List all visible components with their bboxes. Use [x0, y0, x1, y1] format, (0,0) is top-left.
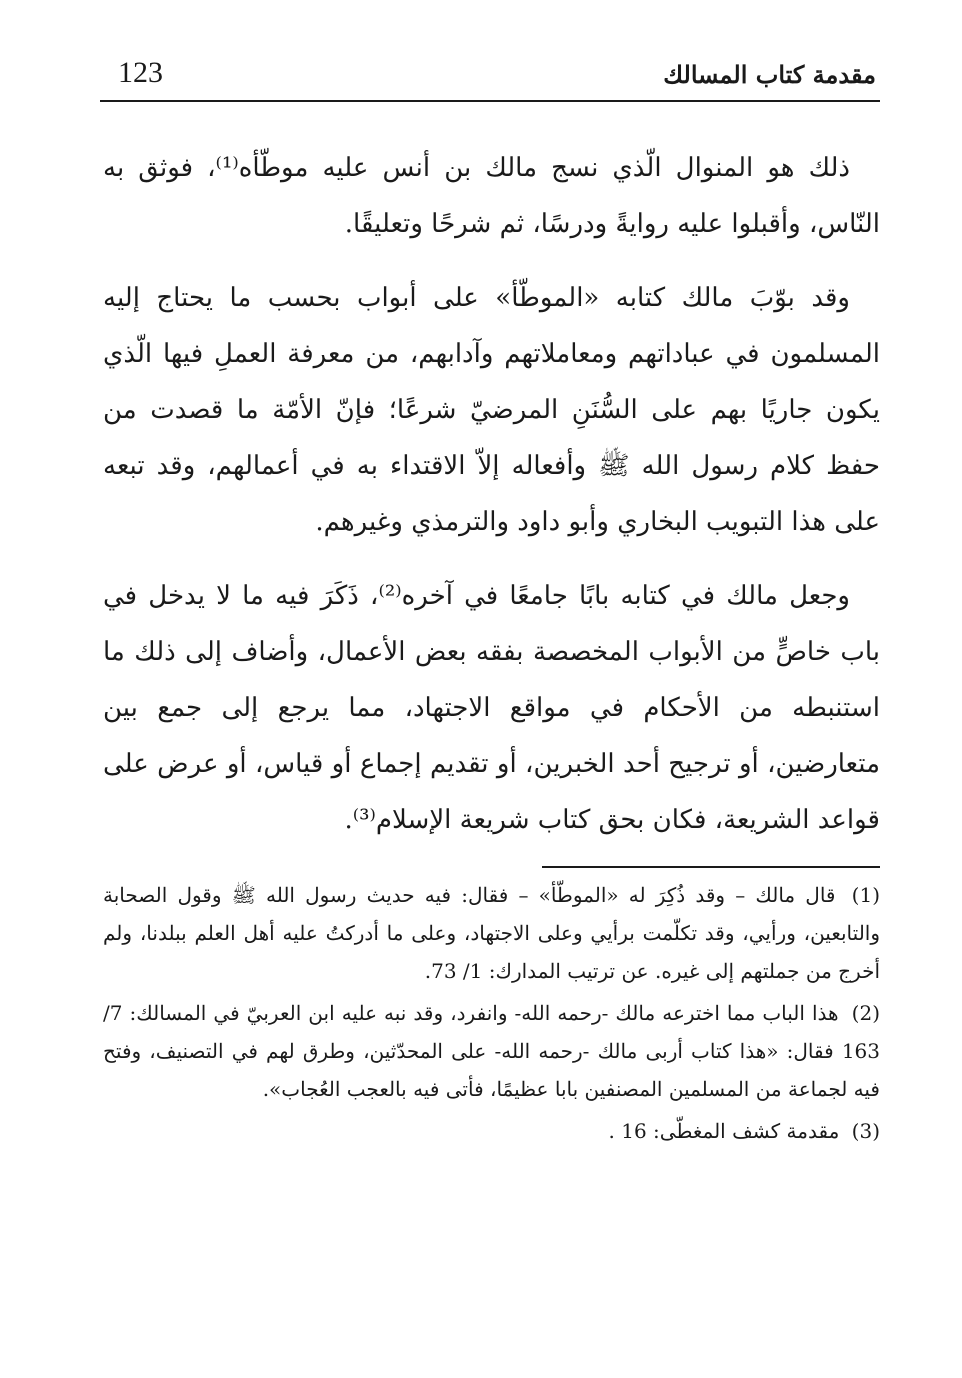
- body-text: [103, 140, 880, 866]
- paragraph-2: وقد بوّبَ مالك كتابه «الموطّأ» على أبواب بحسب ما يحتاج إليه المسلمون في عباداتهم ومعاملاتهم وآدابهم، من معرفة العملِ فيها الّذي يكون جاريًا بهم على السُّنَنِ المرضيّ شرعًا؛ فإنّ الأمّة ما قصدت من حفظ كلام رسول الله ﷺ وأفعاله إلاّ الاقتداء به في أعمالهم، وقد تبعه على هذا التبويب البخاري وأبو داود والترمذي وغيرهم.: [103, 283, 880, 537]
- footnote-1: [103, 876, 880, 990]
- running-title: مقدمة كتاب المسالك: [663, 60, 876, 89]
- footnote-3: [103, 1112, 880, 1150]
- paragraph-3: وجعل مالك في كتابه بابًا جامعًا في آخره⁽²⁾، ذَكَرَ فيه ما لا يدخل في باب خاصٍّ من الأبواب المخصصة بفقه بعض الأعمال، وأضاف إلى ذلك ما استنبطه من الأحكام في مواقع الاجتهاد، مما يرجع إلى جمع بين متعارضين، أو ترجيح أحد الخبرين، أو تقديم إجماع أو قياس، أو عرض على قواعد الشريعة، فكان بحق كتاب شريعة الإسلام⁽³⁾.: [103, 581, 880, 835]
- footnote-2: [103, 994, 880, 1108]
- footnote-text: قال مالك – وقد ذُكِرَ له «الموطّأ» – فقال: فيه حديث رسول الله ﷺ وقول الصحابة والتابعين، ورأيي، وقد تكلّمت برأيي وعلى الاجتهاد، وعلى ما أدركتُ عليه أهل العلم ببلدنا، ولم أخرج من جملتهم إلى غيره. عن ترتيب المدارك: 1/ 73.: [103, 883, 880, 983]
- footnote-number: (1): [851, 883, 880, 907]
- footnote-divider: [542, 866, 880, 868]
- footnote-text: هذا الباب مما اخترعه مالك -رحمه الله- وانفرد، وقد نبه عليه ابن العربيّ في المسالك: 7/ 163 فقال: «هذا كتاب أربى مالك -رحمه الله- على المحدّثين، وطرق لهم في التصنيف، وفتح فيه لجماعة من المسلمين المصنفين بابا عظيمًا، فأتى فيه بالعجب العُجاب».: [103, 1001, 880, 1101]
- footnote-text: مقدمة كشف المغطّى: 16 .: [608, 1119, 840, 1143]
- footnote-number: (3): [851, 1119, 880, 1143]
- footnote-number: (2): [851, 1001, 880, 1025]
- footnotes: [103, 876, 880, 1154]
- page-header: [100, 52, 880, 102]
- page-number: 123: [118, 56, 163, 89]
- paragraph-1: ذلك هو المنوال الّذي نسج مالك بن أنس عليه موطّأه⁽¹⁾، فوثق به النّاس، وأقبلوا عليه روايةً ودرسًا، ثم شرحًا وتعليقًا.: [103, 153, 880, 239]
